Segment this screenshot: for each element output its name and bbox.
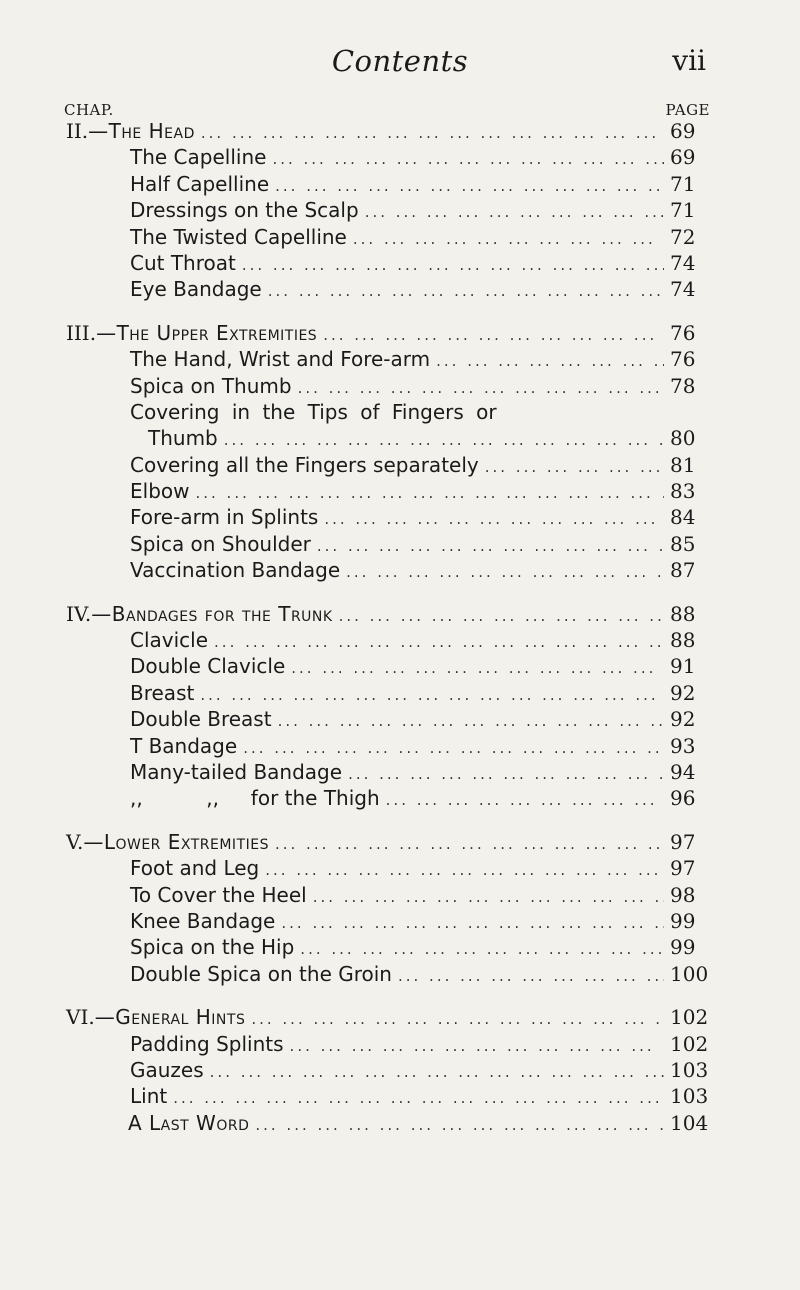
entry-page: 98 xyxy=(670,882,696,907)
entry-title: Many-tailed Bandage xyxy=(130,759,343,784)
entry-title: The Capelline xyxy=(130,145,267,170)
chapter-page: 88 xyxy=(670,601,696,626)
entry-title: ,, ,, for the Thigh xyxy=(130,786,380,811)
entry-title: Spica on Thumb xyxy=(130,373,292,398)
entry-page: 83 xyxy=(670,479,696,504)
entry-title: Clavicle xyxy=(130,628,209,653)
dot-leader xyxy=(268,278,664,304)
chapter-heading[interactable] xyxy=(0,1004,710,1030)
entry-title-continuation: Thumb xyxy=(148,426,218,451)
toc-entry[interactable] xyxy=(0,478,710,504)
entry-page: 76 xyxy=(670,347,696,372)
entry-page: 81 xyxy=(670,452,696,477)
dot-leader xyxy=(272,146,664,172)
chapter-number: VI. xyxy=(66,1005,95,1030)
toc-entry[interactable] xyxy=(0,627,710,653)
chapter-page: 69 xyxy=(670,119,696,143)
dot-leader xyxy=(210,1059,664,1085)
entry-page: 91 xyxy=(670,654,696,679)
entry-page: 69 xyxy=(670,145,696,170)
entry-page: 72 xyxy=(670,224,696,249)
chapter-block xyxy=(0,320,800,584)
dot-leader xyxy=(278,708,664,734)
chapter-number: II. xyxy=(66,119,89,143)
dot-leader xyxy=(300,936,664,962)
dot-leader xyxy=(195,480,664,506)
dot-leader xyxy=(386,787,664,813)
entry-page: 71 xyxy=(670,198,696,223)
toc-entry[interactable] xyxy=(0,1083,710,1109)
page-heading: PAGE xyxy=(665,101,710,119)
entry-page: 103 xyxy=(670,1057,709,1082)
toc-entry[interactable] xyxy=(0,908,710,934)
running-title: Contents xyxy=(331,44,469,78)
entry-page: 99 xyxy=(670,908,696,933)
dot-leader xyxy=(485,454,664,480)
toc-entry[interactable] xyxy=(0,961,710,987)
toc-entry[interactable] xyxy=(0,1110,710,1136)
entry-title: Spica on Shoulder xyxy=(130,531,311,556)
dot-leader xyxy=(214,629,664,655)
entry-title: Double Breast xyxy=(130,707,272,732)
entry-page: 104 xyxy=(670,1110,709,1135)
entry-title: Padding Splints xyxy=(130,1031,284,1056)
dot-leader xyxy=(398,963,664,989)
entry-title: Eye Bandage xyxy=(130,277,262,302)
toc-entry[interactable] xyxy=(0,733,710,759)
toc-entry[interactable] xyxy=(0,653,710,679)
entry-page: 96 xyxy=(670,786,696,811)
chapter-title: —Lower Extremities xyxy=(83,829,269,854)
chapter-number: IV. xyxy=(66,601,92,626)
entry-page: 71 xyxy=(670,171,696,196)
entry-page: 88 xyxy=(670,628,696,653)
entry-title: The Hand, Wrist and Fore-arm xyxy=(130,347,431,372)
toc-entry[interactable] xyxy=(0,224,710,250)
entry-title: A Last Word xyxy=(128,1110,250,1135)
dot-leader xyxy=(436,348,664,374)
dot-leader xyxy=(291,655,664,681)
toc-entry[interactable] xyxy=(0,399,710,425)
entry-page: 102 xyxy=(670,1031,709,1056)
entry-title: Foot and Leg xyxy=(130,856,260,881)
dot-leader xyxy=(324,506,664,532)
toc-entry[interactable] xyxy=(0,452,710,478)
entry-page: 78 xyxy=(670,373,696,398)
toc-entry[interactable] xyxy=(0,171,710,197)
toc-entry[interactable] xyxy=(0,1057,710,1083)
toc-entry-continuation[interactable] xyxy=(0,425,710,451)
dot-leader xyxy=(275,173,664,199)
entry-title: The Twisted Capelline xyxy=(130,224,347,249)
entry-title: Spica on the Hip xyxy=(130,935,295,960)
toc-entry[interactable] xyxy=(0,934,710,960)
chapter-page: 76 xyxy=(670,320,696,345)
entry-title: Double Spica on the Groin xyxy=(130,961,392,986)
entry-title: Covering in the Tips of Fingers or xyxy=(130,399,497,424)
entry-page: 87 xyxy=(670,558,696,583)
entry-title: Vaccination Bandage xyxy=(130,558,341,583)
entry-title: Cut Throat xyxy=(130,250,236,275)
chapter-title: —The Head xyxy=(88,119,195,143)
table-of-contents xyxy=(0,118,800,1153)
entry-title: To Cover the Heel xyxy=(130,882,307,907)
entry-title: Knee Bandage xyxy=(130,908,276,933)
entry-page: 92 xyxy=(670,680,696,705)
entry-title: Breast xyxy=(130,680,195,705)
toc-entry[interactable] xyxy=(0,680,710,706)
chapter-number: III. xyxy=(66,320,97,345)
entry-page: 97 xyxy=(670,856,696,881)
dot-leader xyxy=(224,427,664,453)
dot-leader xyxy=(313,884,664,910)
entry-page: 85 xyxy=(670,531,696,556)
entry-title: T Bandage xyxy=(130,733,238,758)
entry-title: Double Clavicle xyxy=(130,654,286,679)
toc-entry[interactable] xyxy=(0,373,710,399)
entry-title: Lint xyxy=(130,1084,168,1109)
toc-entry[interactable] xyxy=(0,706,710,732)
page-header xyxy=(0,44,800,84)
chapter-title: —Bandages for the Trunk xyxy=(91,601,333,626)
toc-entry[interactable] xyxy=(0,855,710,881)
dot-leader xyxy=(281,910,664,936)
chapter-page: 97 xyxy=(670,829,696,854)
chapter-title: —General Hints xyxy=(94,1005,246,1030)
dot-leader xyxy=(255,1112,664,1138)
entry-page: 93 xyxy=(670,733,696,758)
dot-leader xyxy=(317,533,664,559)
chapter-number: V. xyxy=(66,829,84,854)
entry-page: 80 xyxy=(670,426,696,451)
entry-title: Covering all the Fingers separately xyxy=(130,452,479,477)
dot-leader xyxy=(243,735,664,761)
toc-entry[interactable] xyxy=(0,250,710,276)
entry-title: Fore-arm in Splints xyxy=(130,505,319,530)
toc-entry[interactable] xyxy=(0,346,710,372)
toc-entry[interactable] xyxy=(0,785,710,811)
dot-leader xyxy=(200,682,664,708)
dot-leader xyxy=(275,831,664,857)
chapter-block xyxy=(0,601,800,812)
dot-leader xyxy=(251,1006,664,1032)
toc-entry[interactable] xyxy=(0,144,710,170)
entry-page: 84 xyxy=(670,505,696,530)
entry-page: 94 xyxy=(670,759,696,784)
chapter-block xyxy=(0,829,800,987)
dot-leader xyxy=(348,761,664,787)
chapter-heading[interactable] xyxy=(0,829,710,855)
entry-page: 74 xyxy=(670,277,696,302)
toc-entry[interactable] xyxy=(0,531,710,557)
entry-title: Half Capelline xyxy=(130,171,270,196)
dot-leader xyxy=(290,1033,664,1059)
toc-entry[interactable] xyxy=(0,1031,710,1057)
toc-entry[interactable] xyxy=(0,197,710,223)
chap-heading: CHAP. xyxy=(64,101,114,119)
chapter-page: 102 xyxy=(670,1005,709,1030)
entry-page: 103 xyxy=(670,1084,709,1109)
chapter-block xyxy=(0,118,800,303)
chapter-heading[interactable] xyxy=(0,320,710,346)
entry-title: Dressings on the Scalp xyxy=(130,198,359,223)
dot-leader xyxy=(242,252,664,278)
dot-leader xyxy=(346,559,664,585)
dot-leader xyxy=(339,603,664,629)
entry-page: 74 xyxy=(670,250,696,275)
toc-entry[interactable] xyxy=(0,759,710,785)
dot-leader xyxy=(353,226,664,252)
dot-leader xyxy=(265,857,664,883)
toc-entry[interactable] xyxy=(0,276,710,302)
entry-page: 99 xyxy=(670,935,696,960)
chapter-heading[interactable] xyxy=(0,118,710,144)
toc-entry[interactable] xyxy=(0,557,710,583)
entry-page: 100 xyxy=(670,961,709,986)
dot-leader xyxy=(173,1085,664,1111)
chapter-block xyxy=(0,1004,800,1136)
page-number: vii xyxy=(672,44,706,77)
chapter-title: —The Upper Extremities xyxy=(96,320,318,345)
dot-leader xyxy=(298,375,664,401)
chapter-heading[interactable] xyxy=(0,601,710,627)
entry-title: Elbow xyxy=(130,479,190,504)
entry-title: Gauzes xyxy=(130,1057,204,1082)
toc-entry[interactable] xyxy=(0,882,710,908)
toc-entry[interactable] xyxy=(0,504,710,530)
dot-leader xyxy=(201,120,664,146)
dot-leader xyxy=(365,199,664,225)
entry-page: 92 xyxy=(670,707,696,732)
dot-leader xyxy=(323,322,664,348)
